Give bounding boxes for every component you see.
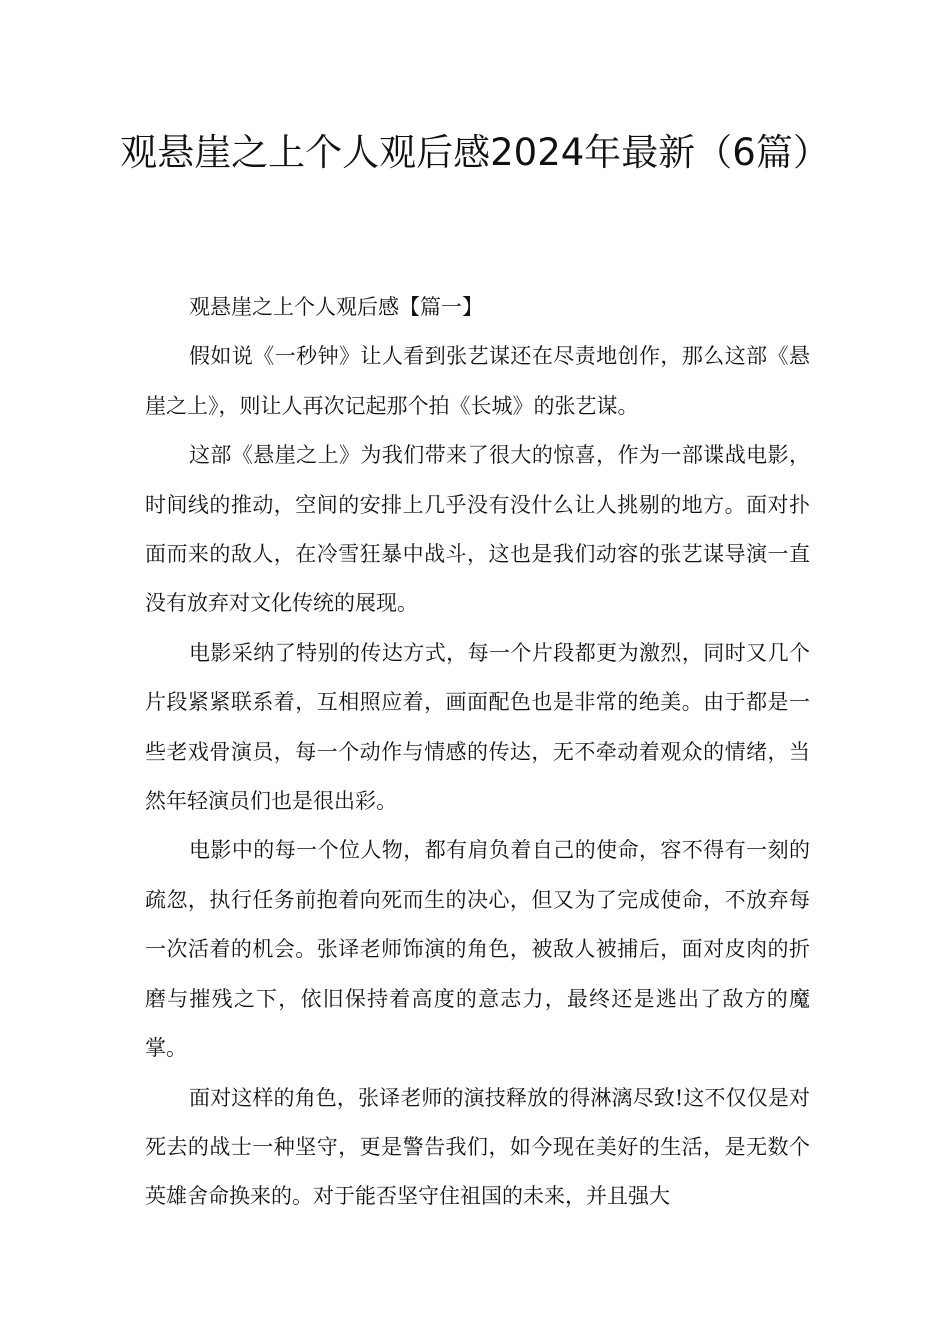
body-paragraph: 电影采纳了特别的传达方式，每一个片段都更为激烈，同时又几个片段紧紧联系着，互相照应着，画面配色也是非常的绝美。由于都是一些老戏骨演员，每一个动作与情感的传达，无不牵动着观众的情绪，当然年轻演员们也是很出彩。 [145, 640, 810, 814]
document-title: 观悬崖之上个人观后感2024年最新（6篇） [120, 131, 830, 174]
section-heading: 观悬崖之上个人观后感【篇一】 [189, 295, 483, 319]
document-body [145, 283, 810, 1222]
body-paragraph: 电影中的每一个位人物，都有肩负着自己的使命，容不得有一刻的疏忽，执行任务前抱着向死而生的决心，但又为了完成使命，不放弃每一次活着的机会。张译老师饰演的角色，被敌人被捕后，面对皮肉的折磨与摧残之下，依旧保持着高度的意志力，最终还是逃出了敌方的魔掌。 [145, 838, 810, 1061]
body-paragraph: 假如说《一秒钟》让人看到张艺谋还在尽责地创作，那么这部《悬崖之上》，则让人再次记起那个拍《长城》的张艺谋。 [145, 344, 810, 418]
body-paragraph: 面对这样的角色，张译老师的演技释放的得淋漓尽致!这不仅仅是对死去的战士一种坚守，更是警告我们，如今现在美好的生活，是无数个英雄舍命换来的。对于能否坚守住祖国的未来，并且强大 [145, 1085, 810, 1209]
body-paragraph: 这部《悬崖之上》为我们带来了很大的惊喜，作为一部谍战电影，时间线的推动，空间的安排上几乎没有没什么让人挑剔的地方。面对扑面而来的敌人，在冷雪狂暴中战斗，这也是我们动容的张艺谋导演一直没有放弃对文化传统的展现。 [145, 443, 810, 616]
